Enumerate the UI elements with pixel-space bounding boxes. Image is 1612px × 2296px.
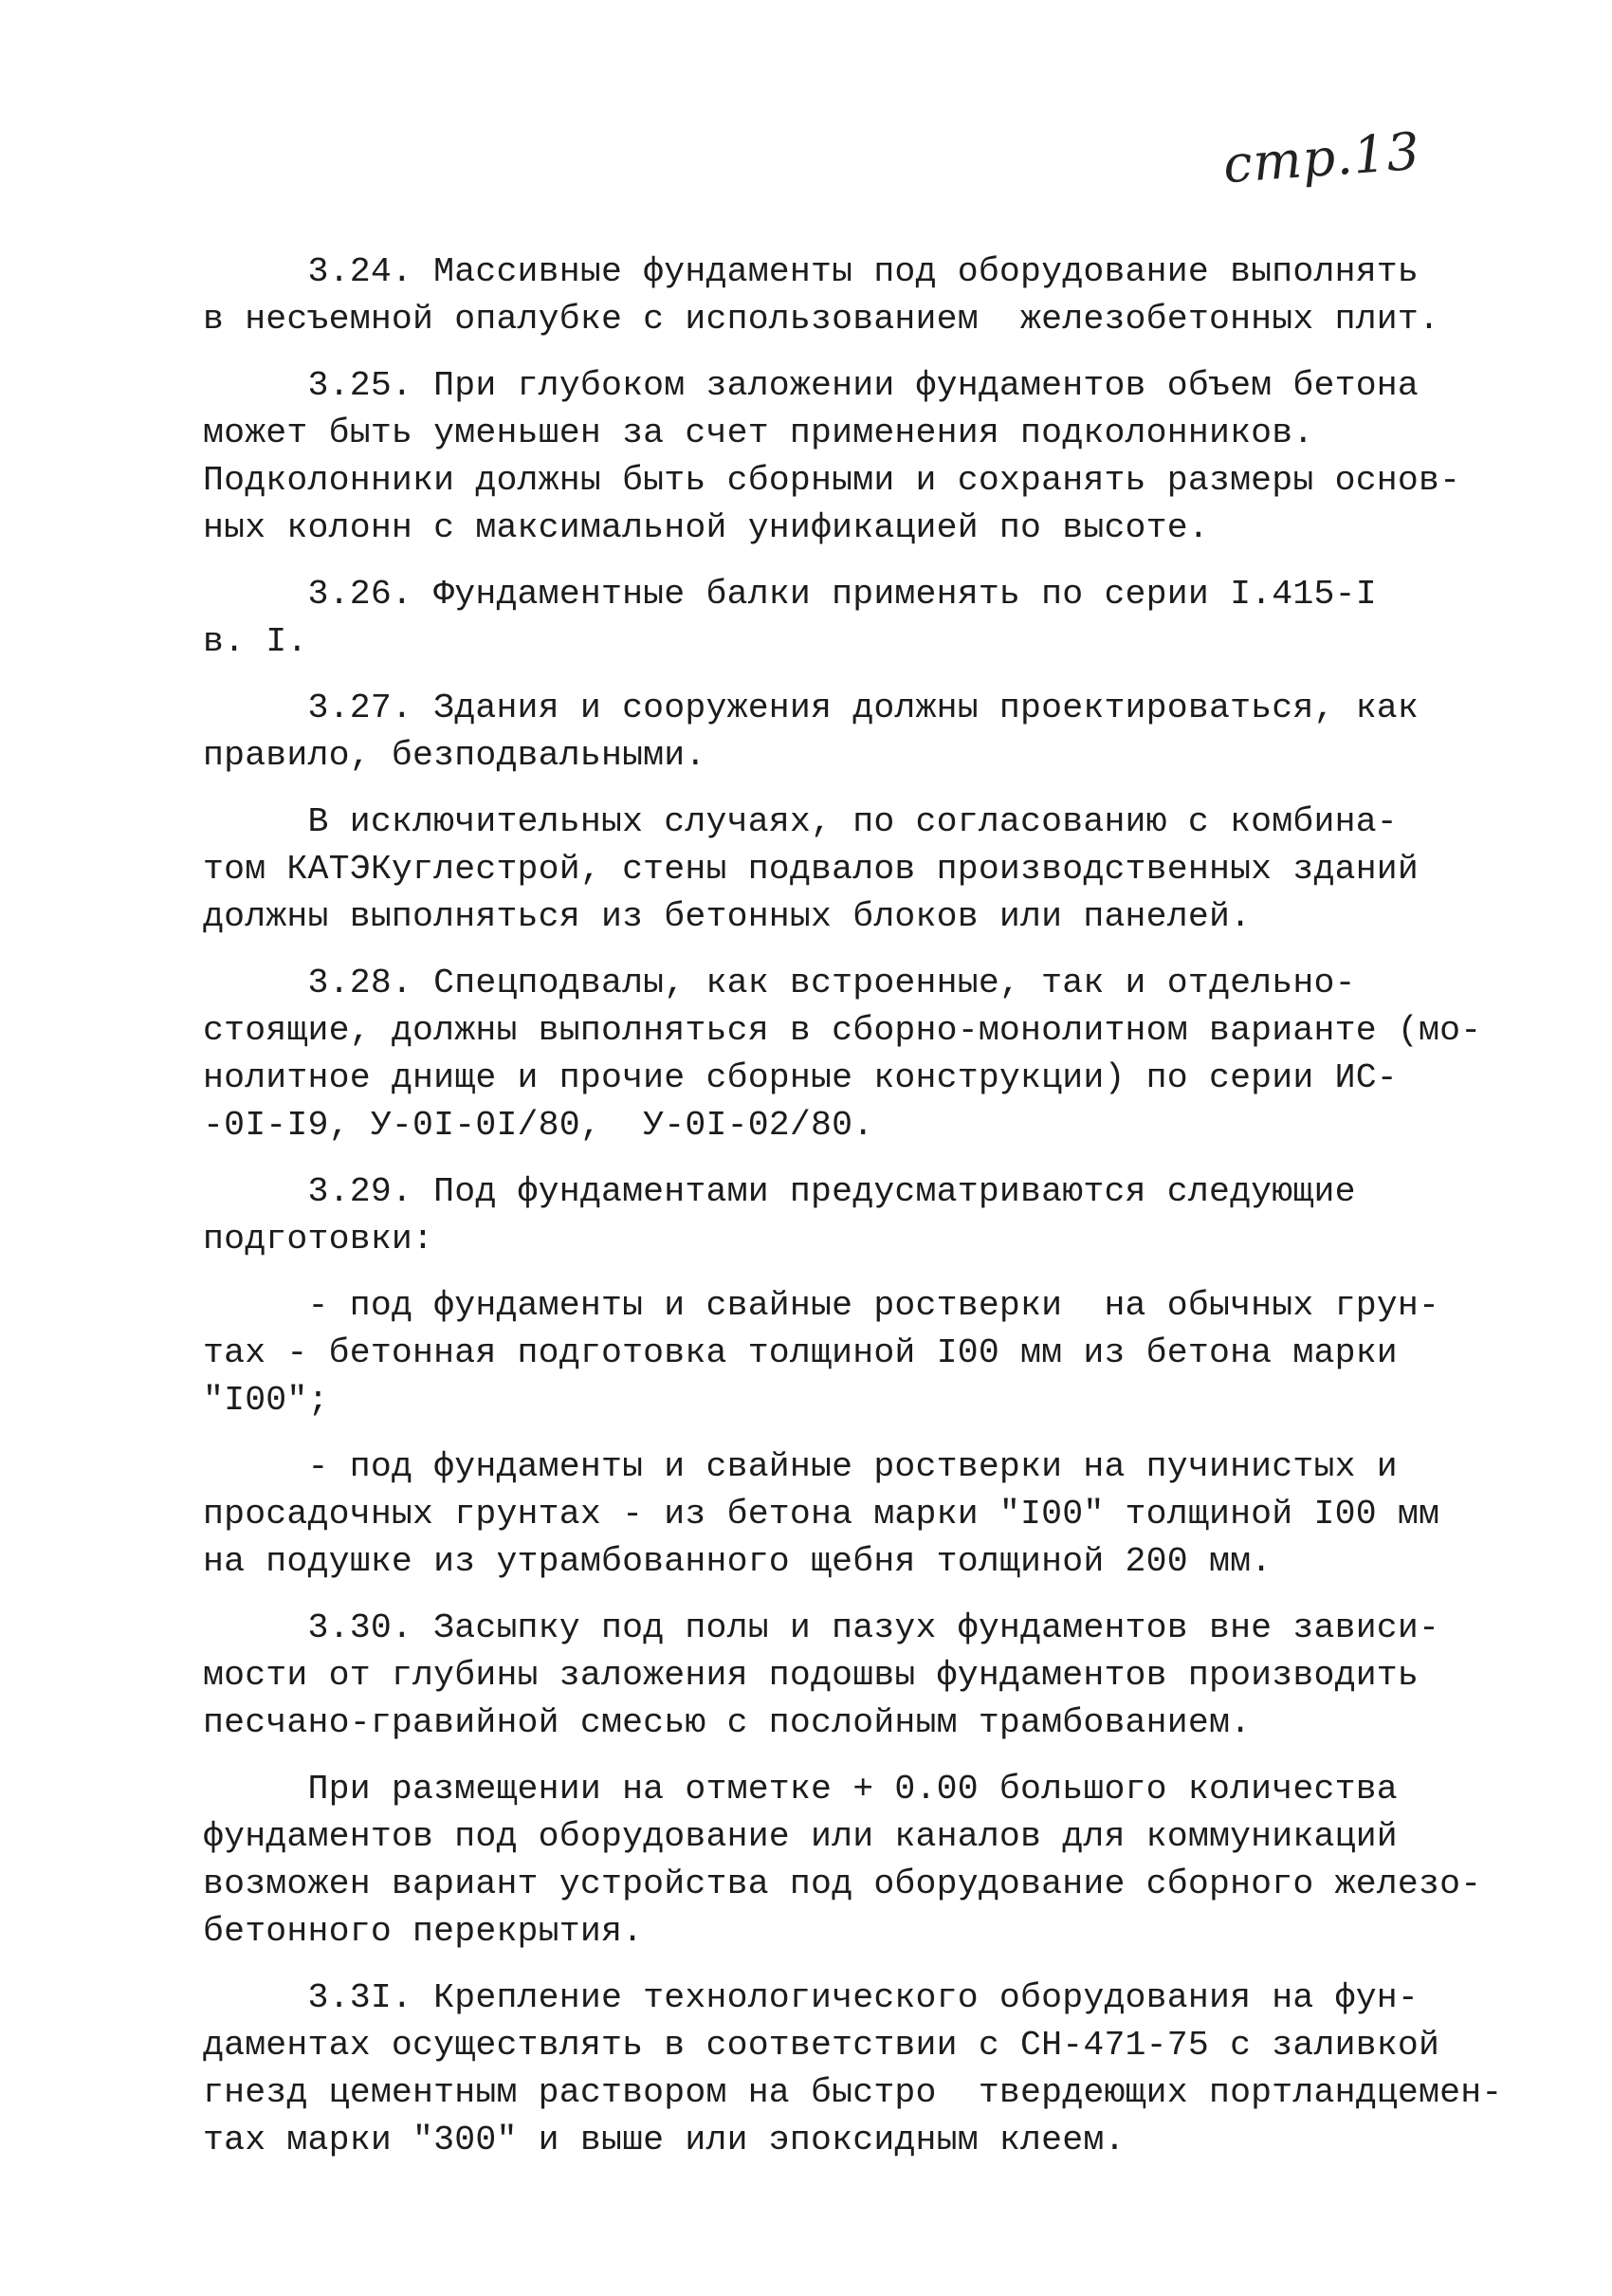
text-line: подготовки: <box>203 1220 434 1258</box>
text-line: в. I. <box>203 622 308 661</box>
text-line: - под фундаменты и свайные ростверки на обычных грун- <box>203 1286 1440 1325</box>
text-line: может быть уменьшен за счет применения подколонников. <box>203 413 1314 452</box>
paragraph-gap <box>203 1149 1445 1168</box>
text-line: "I00"; <box>203 1381 329 1420</box>
text-line: ных колонн с максимальной унификацией по высоте. <box>203 508 1209 547</box>
document-body <box>203 248 1503 2164</box>
paragraph-3.28 <box>203 960 1482 1149</box>
text-line: песчано-гравийной смесью с послойным трамбованием. <box>203 1703 1252 1742</box>
text-line: 3.29. Под фундаментами предусматриваются следующие <box>203 1172 1356 1211</box>
paragraph-3.26 <box>203 571 1445 666</box>
text-line: гнезд цементным раствором на быстро твердеющих портландцемен- <box>203 2073 1503 2112</box>
text-line: даментах осуществлять в соответствии с СН-471-75 с заливкой <box>203 2026 1440 2065</box>
paragraph-3.27-b <box>203 799 1445 941</box>
text-line: том КАТЭКуглестрой, стены подвалов производственных зданий <box>203 850 1420 889</box>
paragraph-gap <box>203 1956 1445 1975</box>
paragraph-3.27 <box>203 685 1445 780</box>
paragraph-gap <box>203 552 1445 571</box>
paragraph-gap <box>203 780 1445 799</box>
text-line: 3.25. При глубоком заложении фундаментов объем бетона <box>203 366 1420 405</box>
paragraph-3.29 <box>203 1168 1445 1263</box>
text-line: просадочных грунтах - из бетона марки "I00" толщиной I00 мм <box>203 1495 1440 1534</box>
text-line: возможен вариант устройства под оборудование сборного железо- <box>203 1864 1482 1903</box>
text-line: 3.3I. Крепление технологического оборудования на фун- <box>203 1978 1420 2017</box>
text-line: - под фундаменты и свайные ростверки на пучинистых и <box>203 1447 1398 1486</box>
text-line: мости от глубины заложения подошвы фундаментов производить <box>203 1656 1420 1695</box>
text-line: в несъемной опалубке с использованием железобетонных плит. <box>203 300 1440 339</box>
paragraph-3.31 <box>203 1975 1503 2164</box>
text-line: Подколонники должны быть сборными и сохранять размеры основ- <box>203 461 1461 500</box>
text-line: фундаментов под оборудование или каналов для коммуникаций <box>203 1817 1398 1856</box>
paragraph-gap <box>203 1424 1445 1443</box>
paragraph-3.30-b <box>203 1766 1482 1956</box>
text-line: 3.24. Массивные фундаменты под оборудование выполнять <box>203 252 1420 291</box>
text-line: бетонного перекрытия. <box>203 1912 644 1951</box>
paragraph-3.24 <box>203 248 1445 343</box>
text-line: правило, безподвальными. <box>203 736 706 775</box>
page-number: стр.13 <box>1221 120 1422 195</box>
paragraph-3.29-a <box>203 1282 1445 1424</box>
paragraph-gap <box>203 1586 1445 1605</box>
text-line: -0I-I9, У-0I-0I/80, У-0I-02/80. <box>203 1106 874 1145</box>
paragraph-3.30 <box>203 1605 1445 1747</box>
text-line: тах - бетонная подготовка толщиной I00 мм из бетона марки <box>203 1333 1398 1372</box>
text-line: 3.27. Здания и сооружения должны проектироваться, как <box>203 689 1420 727</box>
paragraph-gap <box>203 666 1445 685</box>
text-line: нолитное днище и прочие сборные конструкции) по серии ИС- <box>203 1058 1398 1097</box>
paragraph-gap <box>203 343 1445 362</box>
paragraph-3.25 <box>203 362 1461 552</box>
text-line: В исключительных случаях, по согласованию с комбина- <box>203 802 1398 841</box>
text-line: тах марки "300" и выше или эпоксидным клеем. <box>203 2121 1126 2159</box>
text-line: на подушке из утрамбованного щебня толщиной 200 мм. <box>203 1542 1273 1581</box>
text-line: должны выполняться из бетонных блоков или панелей. <box>203 897 1252 936</box>
text-line: 3.26. Фундаментные балки применять по серии I.415-I <box>203 575 1377 614</box>
text-line: 3.28. Спецподвалы, как встроенные, так и отдельно- <box>203 964 1356 1002</box>
text-line: При размещении на отметке + 0.00 большого количества <box>203 1770 1398 1809</box>
paragraph-gap <box>203 1263 1445 1282</box>
text-line: 3.30. Засыпку под полы и пазух фундаментов вне зависи- <box>203 1608 1440 1647</box>
paragraph-3.29-b <box>203 1443 1445 1586</box>
text-line: стоящие, должны выполняться в сборно-монолитном варианте (мо- <box>203 1011 1482 1050</box>
paragraph-gap <box>203 941 1445 960</box>
paragraph-gap <box>203 1747 1445 1766</box>
